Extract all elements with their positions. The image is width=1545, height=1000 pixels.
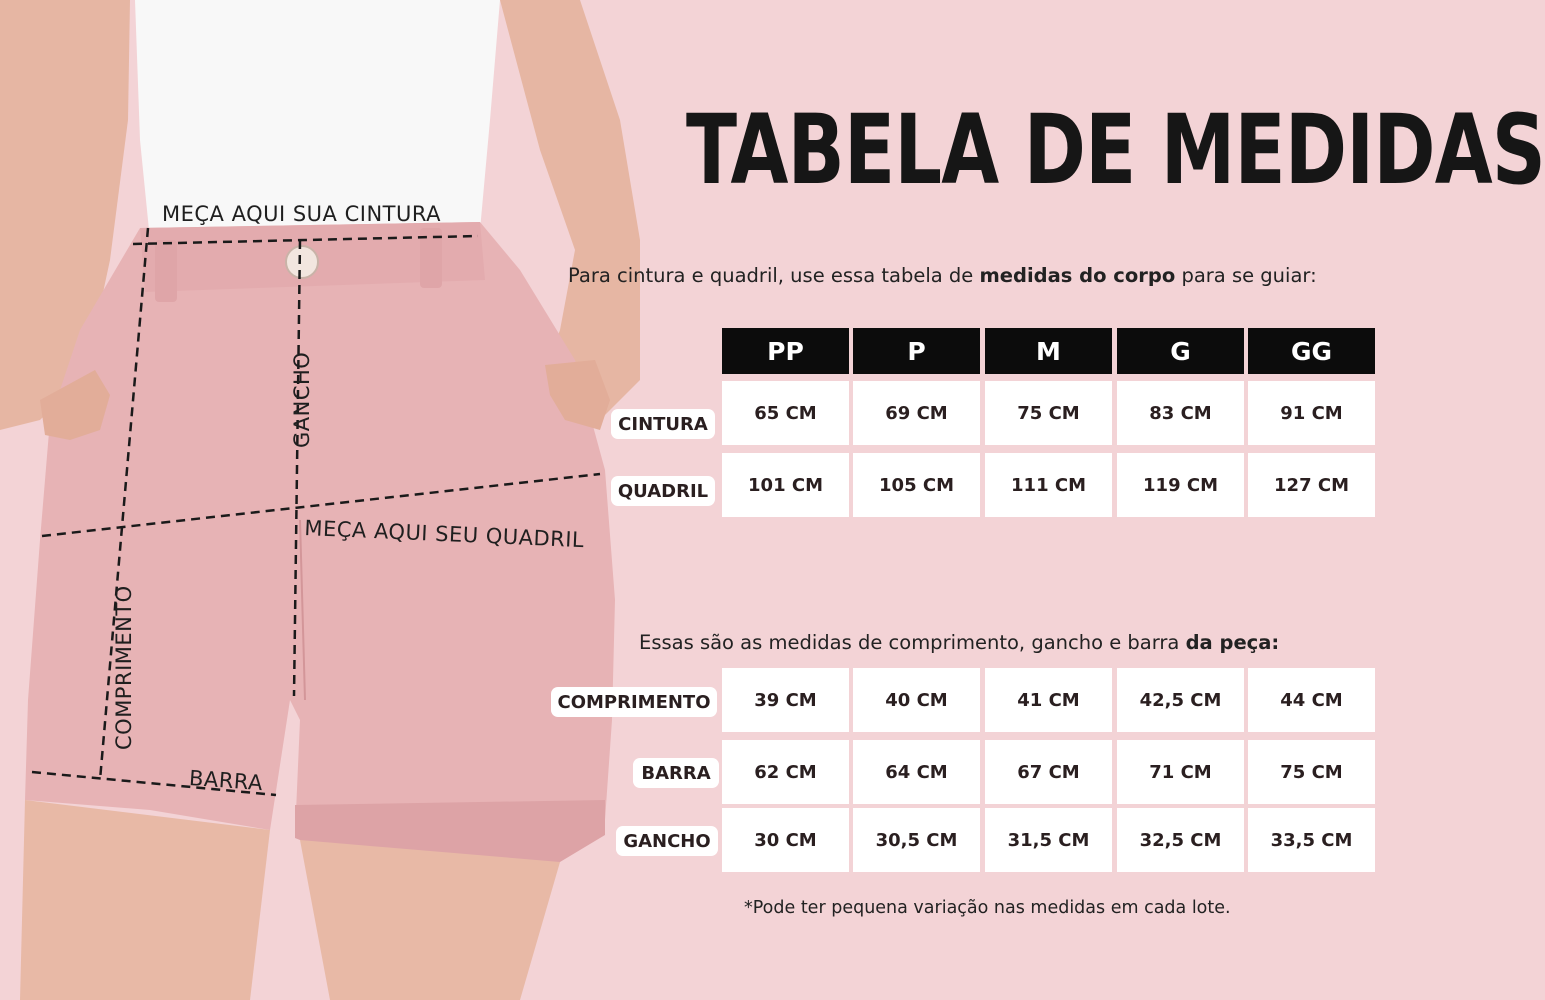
intro-text: para se guiar: [1175, 264, 1317, 287]
table-cell: 62 CM [722, 740, 849, 804]
hip-measure-label: MEÇA AQUI SEU QUADRIL [303, 516, 585, 553]
body-table-intro [568, 264, 1317, 287]
garment-table-intro [639, 631, 1279, 654]
table-cell: 41 CM [985, 668, 1112, 732]
table-cell: 101 CM [722, 453, 849, 517]
button-icon [286, 246, 318, 278]
size-header-g: G [1117, 328, 1244, 374]
table-cell: 42,5 CM [1117, 668, 1244, 732]
table-cell: 64 CM [853, 740, 980, 804]
size-header-gg: GG [1248, 328, 1375, 374]
table-cell: 111 CM [985, 453, 1112, 517]
table-cell: 33,5 CM [1248, 808, 1375, 872]
row-label-quadril: QUADRIL [611, 476, 715, 506]
intro-bold-text: da peça: [1185, 631, 1280, 654]
table-cell: 127 CM [1248, 453, 1375, 517]
table-cell: 71 CM [1117, 740, 1244, 804]
table-cell: 44 CM [1248, 668, 1375, 732]
table-cell: 40 CM [853, 668, 980, 732]
row-label-gancho: GANCHO [616, 826, 718, 856]
product-photo [0, 0, 640, 1000]
row-label-comprimento: COMPRIMENTO [551, 687, 717, 717]
table-cell: 119 CM [1117, 453, 1244, 517]
intro-text: Essas são as medidas de comprimento, gancho e barra [639, 631, 1186, 654]
intro-text: Para cintura e quadril, use essa tabela de [568, 264, 980, 287]
right-leg [300, 840, 560, 1000]
table-cell: 75 CM [1248, 740, 1375, 804]
footnote: *Pode ter pequena variação nas medidas em cada lote. [744, 898, 1231, 918]
page-title: TABELA DE MEDIDAS [686, 94, 1545, 206]
belt-loop [155, 240, 177, 302]
table-cell: 30 CM [722, 808, 849, 872]
table-cell: 39 CM [722, 668, 849, 732]
table-cell: 30,5 CM [853, 808, 980, 872]
hem-measure-label: BARRA [188, 766, 264, 796]
table-cell: 105 CM [853, 453, 980, 517]
row-label-cintura: CINTURA [611, 409, 715, 439]
table-cell: 69 CM [853, 381, 980, 445]
row-label-barra: BARRA [633, 758, 719, 788]
size-header-m: M [985, 328, 1112, 374]
intro-bold-text: medidas do corpo [979, 264, 1176, 287]
model-wearing-shorts-illustration [0, 0, 640, 1000]
waist-measure-label: MEÇA AQUI SUA CINTURA [162, 202, 441, 226]
table-cell: 75 CM [985, 381, 1112, 445]
table-cell: 65 CM [722, 381, 849, 445]
size-header-pp: PP [722, 328, 849, 374]
table-cell: 67 CM [985, 740, 1112, 804]
left-leg [20, 800, 270, 1000]
table-cell: 31,5 CM [985, 808, 1112, 872]
table-cell: 91 CM [1248, 381, 1375, 445]
rise-measure-label: GANCHO [290, 351, 314, 448]
length-measure-label: COMPRIMENTO [112, 585, 136, 750]
size-header-p: P [853, 328, 980, 374]
table-cell: 32,5 CM [1117, 808, 1244, 872]
table-cell: 83 CM [1117, 381, 1244, 445]
